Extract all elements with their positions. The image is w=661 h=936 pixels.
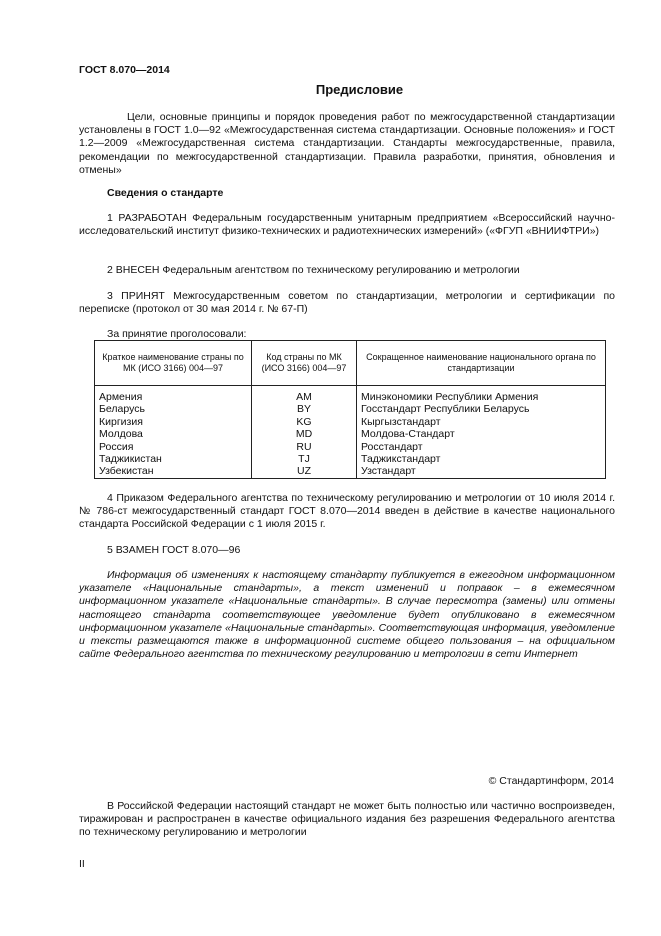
cell-country: Таджикистан xyxy=(95,453,252,465)
cell-country: Россия xyxy=(95,441,252,453)
table-caption: За принятие проголосовали: xyxy=(107,328,247,340)
cell-country: Молдова xyxy=(95,428,252,440)
item-enacted: 4 Приказом Федерального агентства по техническому регулированию и метрологии от 10 июля 2014 г. № 786-ст межгосударственный стандарт ГОСТ 8.070—2014 введен в действие в качестве национального стандарта Российской Федерации с 1 июля 2015 г. xyxy=(79,492,615,531)
table-row xyxy=(95,416,606,428)
table-row xyxy=(95,465,606,478)
changes-notice: Информация об изменениях к настоящему стандарту публикуется в ежегодном информационном указателе «Национальные стандарты», а текст изменений и поправок – в ежемесячном информационном указателе «Национальные стандарты». В случае пересмотра (замены) или отмены настоящего стандарта соответствующее уведомление будет опубликовано в ежемесячном информационном указателе «Национальные стандарты». Соответствующая информация, уведомление и тексты размещаются также в информационной системе общего пользования – на официальном сайте Федерального агентства по техническому регулированию и метрологии в сети Интернет xyxy=(79,569,615,661)
cell-country: Узбекистан xyxy=(95,465,252,478)
document-code: ГОСТ 8.070—2014 xyxy=(79,64,170,76)
voting-table xyxy=(94,340,606,479)
cell-body: Молдова-Стандарт xyxy=(357,428,606,440)
section-heading: Сведения о стандарте xyxy=(107,187,224,199)
cell-body: Минэкономики Республики Армения xyxy=(357,386,606,404)
table-row xyxy=(95,386,606,404)
column-header-country: Краткое наименование страны по МК (ИСО 3166) 004—97 xyxy=(95,341,252,386)
table-row xyxy=(95,403,606,415)
cell-body: Госстандарт Республики Беларусь xyxy=(357,403,606,415)
cell-body: Росстандарт xyxy=(357,441,606,453)
cell-code: BY xyxy=(252,403,357,415)
copyright: © Стандартинформ, 2014 xyxy=(488,775,614,787)
cell-code: AM xyxy=(252,386,357,404)
cell-code: KG xyxy=(252,416,357,428)
table-row xyxy=(95,441,606,453)
item-developed: 1 РАЗРАБОТАН Федеральным государственным унитарным предприятием «Всероссийский научно-исследовательский институт физико-технических и радиотехнических измерений» («ФГУП «ВНИИФТРИ») xyxy=(79,212,615,238)
table-header-row xyxy=(95,341,606,386)
cell-code: RU xyxy=(252,441,357,453)
cell-body: Узстандарт xyxy=(357,465,606,478)
page-number: II xyxy=(79,858,85,870)
cell-country: Беларусь xyxy=(95,403,252,415)
item-adopted: 3 ПРИНЯТ Межгосударственным советом по стандартизации, метрологии и сертификации по переписке (протокол от 30 мая 2014 г. № 67-П) xyxy=(79,290,615,316)
item-submitted: 2 ВНЕСЕН Федеральным агентством по техническому регулированию и метрологии xyxy=(107,264,520,276)
table-row xyxy=(95,453,606,465)
page-title: Предисловие xyxy=(315,82,404,97)
cell-country: Армения xyxy=(95,386,252,404)
rights-notice: В Российской Федерации настоящий стандарт не может быть полностью или частично воспроизведен, тиражирован и распространен в качестве официального издания без разрешения Федерального агентства по техническому регулированию и метрологии xyxy=(79,800,615,839)
cell-body: Таджикстандарт xyxy=(357,453,606,465)
cell-code: MD xyxy=(252,428,357,440)
table-row xyxy=(95,428,606,440)
intro-paragraph: Цели, основные принципы и порядок проведения работ по межгосударственной стандартизации установлены в ГОСТ 1.0—92 «Межгосударственная система стандартизации. Основные положения» и ГОСТ 1.2—2009 «Межгосударственная система стандартизации. Стандарты межгосударственные, правила, рекомендации по межгосударственной стандартизации. Правила разработки, принятия, обновления и отмены» xyxy=(79,111,615,176)
cell-code: TJ xyxy=(252,453,357,465)
cell-body: Кыргызстандарт xyxy=(357,416,606,428)
item-replaces: 5 ВЗАМЕН ГОСТ 8.070—96 xyxy=(107,544,241,556)
column-header-body: Сокращенное наименование национального органа по стандартизации xyxy=(357,341,606,386)
cell-country: Киргизия xyxy=(95,416,252,428)
column-header-code: Код страны по МК (ИСО 3166) 004—97 xyxy=(252,341,357,386)
cell-code: UZ xyxy=(252,465,357,478)
